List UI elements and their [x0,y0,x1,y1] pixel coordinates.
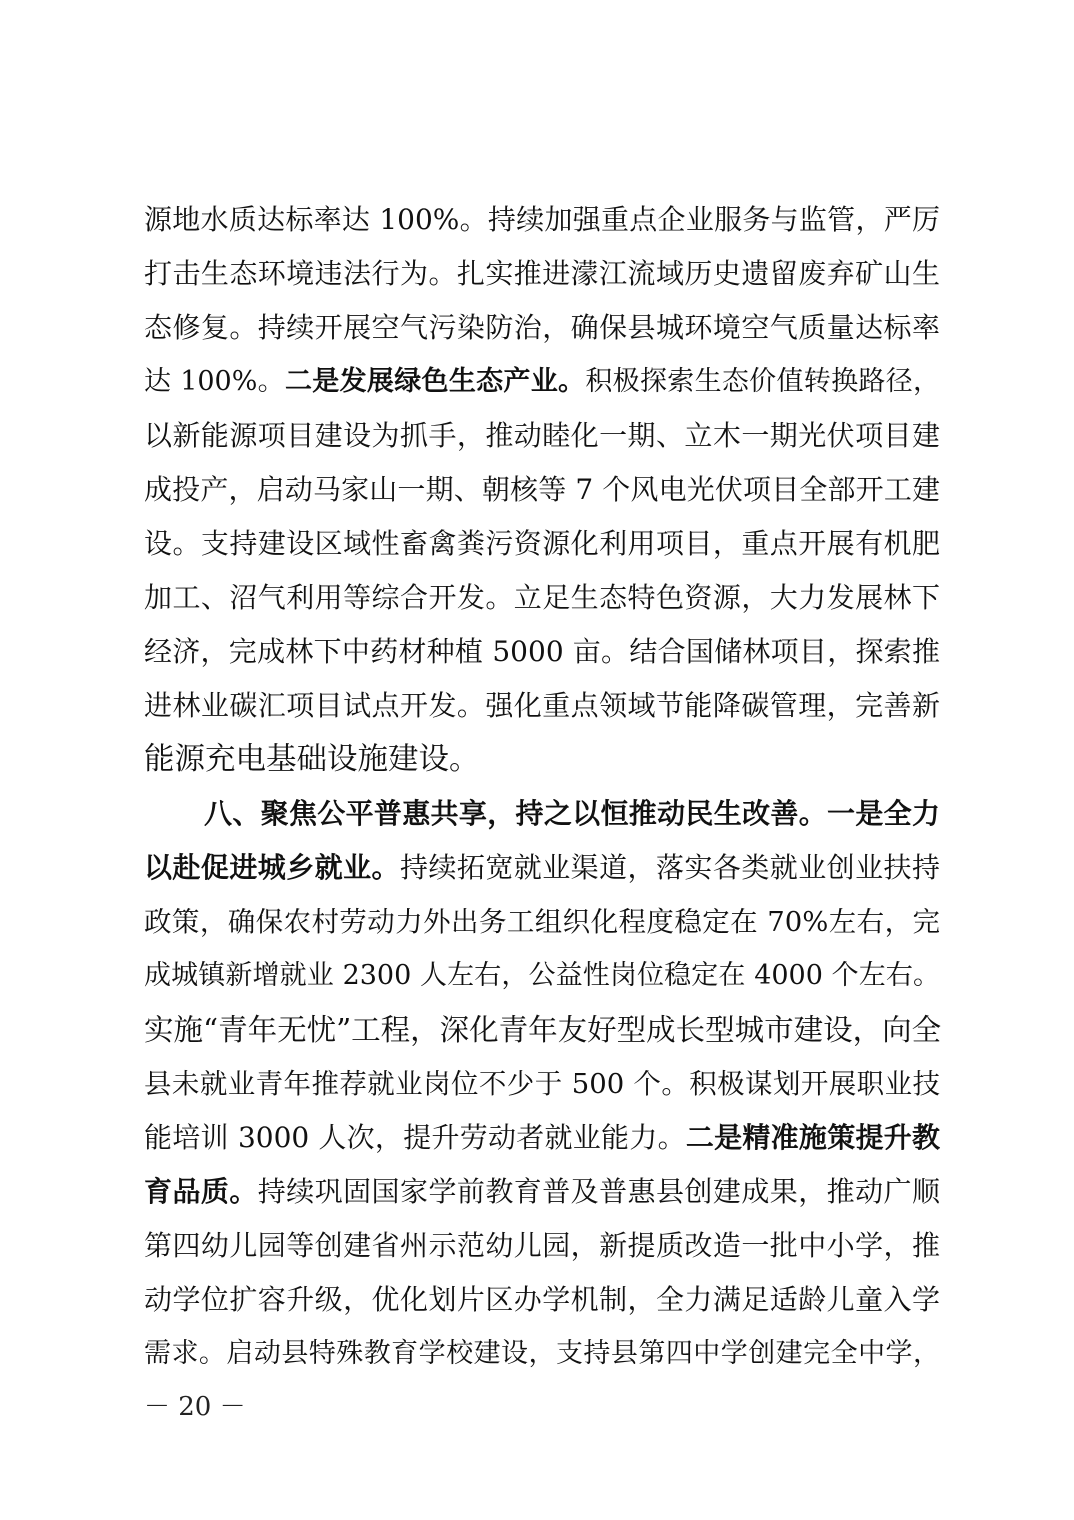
page-number: － 20 － [144,1392,246,1422]
paragraph-line [144,841,940,895]
text-run: 成投产，启动马家山一期、朝核等 7 个风电光伏项目全部开工建 [144,473,940,506]
text-run: 进林业碳汇项目试点开发。强化重点领域节能降碳管理，完善新 [144,689,940,722]
paragraph-line [144,1003,940,1057]
paragraph-line [144,949,940,1003]
paragraph-line [144,1111,940,1165]
text-run: 政策，确保农村劳动力外出务工组织化程度稳定在 70%左右，完 [144,906,940,938]
paragraph-line [144,895,940,949]
section-heading-line [204,787,940,841]
text-run: 县未就业青年推荐就业岗位不少于 500 个。积极谋划开展职业技 [144,1068,940,1100]
bold-heading-run: 二是精准施策提升教 [685,1121,940,1154]
text-run: 能培训 3000 人次，提升劳动者就业能力。 [144,1121,686,1154]
paragraph-line [144,1057,940,1111]
bold-heading-run: 二是发展绿色生态产业。 [285,366,586,397]
paragraph-line [144,301,940,355]
text-run: 打击生态环境违法行为。扎实推进濛江流域历史遗留废弃矿山生 [144,257,940,290]
text-run: 能源充电基础设施建设。 [144,742,480,777]
paragraph-line [144,1219,940,1273]
text-run: 经济，完成林下中药材种植 5000 亩。结合国储林项目，探索推 [144,635,940,668]
paragraph-line [144,247,940,301]
paragraph-line [144,409,940,463]
text-run: 积极探索生态价值转换路径， [585,366,941,397]
bold-heading-run: 育品质。 [144,1175,258,1208]
bold-heading-run: 以赴促进城乡就业。 [144,851,400,884]
paragraph-line [144,1273,940,1327]
paragraph-line [144,193,940,247]
paragraph-line [144,733,940,787]
text-run: 持续巩固国家学前教育普及普惠县创建成果，推动广顺 [257,1175,940,1208]
text-run: 态修复。持续开展空气污染防治，确保县城环境空气质量达标率 [144,311,940,344]
text-run: 加工、沼气利用等综合开发。立足生态特色资源，大力发展林下 [144,581,940,614]
text-run: 以新能源项目建设为抓手，推动睦化一期、立木一期光伏项目建 [144,419,940,452]
paragraph-line [144,1327,940,1381]
text-run: 需求。启动县特殊教育学校建设，支持县第四中学创建完全中学， [144,1338,940,1369]
text-run: 成城镇新增就业 2300 人左右，公益性岗位稳定在 4000 个左右。 [144,960,940,991]
text-run: 第四幼儿园等创建省州示范幼儿园，新提质改造一批中小学，推 [144,1229,940,1262]
paragraph-line [144,517,940,571]
paragraph-line [144,679,940,733]
text-run: 动学位扩容升级，优化划片区办学机制，全力满足适龄儿童入学 [144,1283,940,1316]
text-run: 实施“青年无忧”工程，深化青年友好型成长型城市建设，向全 [144,1013,942,1047]
paragraph-line [144,625,940,679]
text-run: 源地水质达标率达 100%。持续加强重点企业服务与监管，严厉 [144,203,940,236]
paragraph-line [144,463,940,517]
paragraph-line [144,1165,940,1219]
paragraph-line [144,355,940,409]
bold-heading-run: 八、聚焦公平普惠共享，持之以恒推动民生改善。一是全力 [204,797,940,830]
text-run: 达 100%。 [144,366,285,397]
text-run: 设。支持建设区域性畜禽粪污资源化利用项目，重点开展有机肥 [144,527,940,560]
text-run: 持续拓宽就业渠道，落实各类就业创业扶持 [400,851,940,884]
paragraph-line [144,571,940,625]
